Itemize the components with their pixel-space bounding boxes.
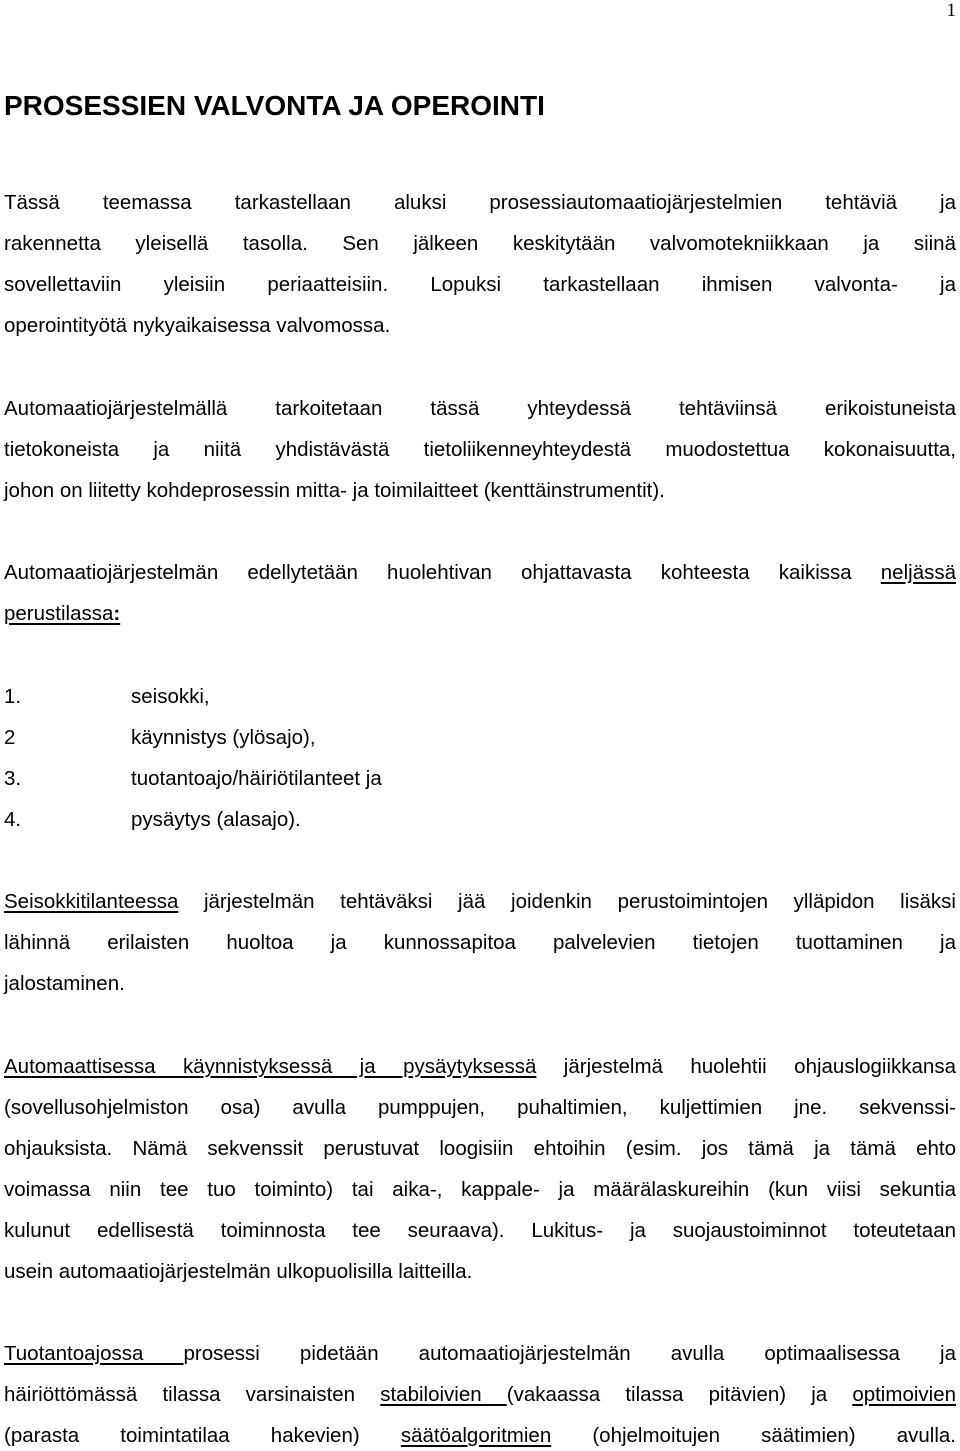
paragraph-shutdown-line — [4, 889, 956, 915]
list-item-text: käynnistys (ylösajo), — [131, 726, 316, 749]
paragraph-definition-line: Automaatiojärjestelmällä tarkoitetaan tässä yhteydessä tehtäviinsä erikoistuneista — [4, 397, 956, 420]
underlined-term: Automaattisessa käynnistyksessä ja pysäytyksessä — [4, 1055, 537, 1078]
text-fragment: järjestelmä huolehtii ohjauslogiikkansa — [536, 1055, 956, 1078]
underlined-term: stabiloivien — [380, 1383, 507, 1406]
paragraph-production-line — [4, 1423, 956, 1449]
page-number: 1 — [946, 0, 956, 21]
list-item-number: 1. — [4, 685, 22, 708]
paragraph-intro-line: sovellettaviin yleisiin periaatteisiin. Lopuksi tarkastellaan ihmisen valvonta- ja — [4, 273, 956, 296]
text-fragment: (ohjelmoitujen säätimien) avulla. — [551, 1424, 956, 1447]
paragraph-startup-line: kulunut edellisestä toiminnosta tee seuraava). Lukitus- ja suojaustoiminnot toteutetaan — [4, 1219, 956, 1242]
underlined-term: perustilassa — [4, 602, 114, 625]
paragraph-intro-line: rakennetta yleisellä tasolla. Sen jälkeen keskitytään valvomotekniikkaan ja siinä — [4, 232, 956, 255]
paragraph-intro-line: operointityötä nykyaikaisessa valvomossa. — [4, 314, 391, 337]
text-fragment: prosessi pidetään automaatiojärjestelmän avulla optimaalisessa ja — [183, 1342, 956, 1365]
paragraph-startup-line: usein automaatiojärjestelmän ulkopuolisilla laitteilla. — [4, 1260, 473, 1283]
paragraph-shutdown-line: lähinnä erilaisten huoltoa ja kunnossapitoa palvelevien tietojen tuottaminen ja — [4, 931, 956, 954]
list-item-text: tuotantoajo/häiriötilanteet ja — [131, 767, 382, 790]
paragraph-states-line — [4, 560, 956, 586]
list-item-text: seisokki, — [131, 685, 210, 708]
paragraph-definition-line: tietokoneista ja niitä yhdistävästä tietoliikenneyhteydestä muodostettua kokonaisuutta, — [4, 438, 956, 461]
text-fragment: (parasta toimintatilaa hakevien) — [4, 1424, 401, 1447]
underlined-term: Seisokkitilanteessa — [4, 890, 179, 913]
text-fragment: (vakaassa tilassa pitävien) ja — [506, 1383, 853, 1406]
paragraph-startup-line — [4, 1054, 956, 1080]
list-item-number: 3. — [4, 767, 22, 790]
page-title: PROSESSIEN VALVONTA JA OPEROINTI — [4, 90, 545, 121]
paragraph-production-line — [4, 1341, 956, 1367]
list-item-text: pysäytys (alasajo). — [131, 808, 301, 831]
list-item-number: 4. — [4, 808, 22, 831]
list-item — [4, 725, 316, 751]
paragraph-startup-line: ohjauksista. Nämä sekvenssit perustuvat loogisiin ehtoihin (esim. jos tämä ja tämä ehto — [4, 1137, 956, 1160]
paragraph-definition-line: johon on liitetty kohdeprosessin mitta- ja toimilaitteet (kenttäinstrumentit). — [4, 479, 665, 502]
list-item — [4, 684, 210, 710]
underlined-term: optimoivien — [852, 1383, 957, 1406]
paragraph-states-line — [4, 601, 956, 627]
paragraph-shutdown-line: jalostaminen. — [4, 972, 125, 995]
underlined-term: säätöalgoritmien — [400, 1424, 552, 1447]
underlined-term: neljässä — [880, 561, 956, 584]
text-fragment: Automaatiojärjestelmän edellytetään huolehtivan ohjattavasta kohteesta kaikissa — [4, 561, 881, 584]
list-item-number: 2 — [4, 726, 16, 749]
underlined-term: Tuotantoajossa — [4, 1342, 184, 1365]
list-item — [4, 766, 382, 792]
colon: : — [113, 602, 121, 625]
list-item — [4, 807, 301, 833]
paragraph-startup-line: voimassa niin tee tuo toiminto) tai aika-, kappale- ja määrälaskureihin (kun viisi sekuntia — [4, 1178, 956, 1201]
paragraph-intro-line: Tässä teemassa tarkastellaan aluksi prosessiautomaatiojärjestelmien tehtäviä ja — [4, 191, 956, 214]
paragraph-startup-line: (sovellusohjelmiston osa) avulla pumppujen, puhaltimien, kuljettimien jne. sekvenssi- — [4, 1096, 956, 1119]
paragraph-production-line — [4, 1382, 956, 1408]
text-fragment: järjestelmän tehtäväksi jää joidenkin perustoimintojen ylläpidon lisäksi — [178, 890, 956, 913]
text-fragment: häiriöttömässä tilassa varsinaisten — [4, 1383, 381, 1406]
